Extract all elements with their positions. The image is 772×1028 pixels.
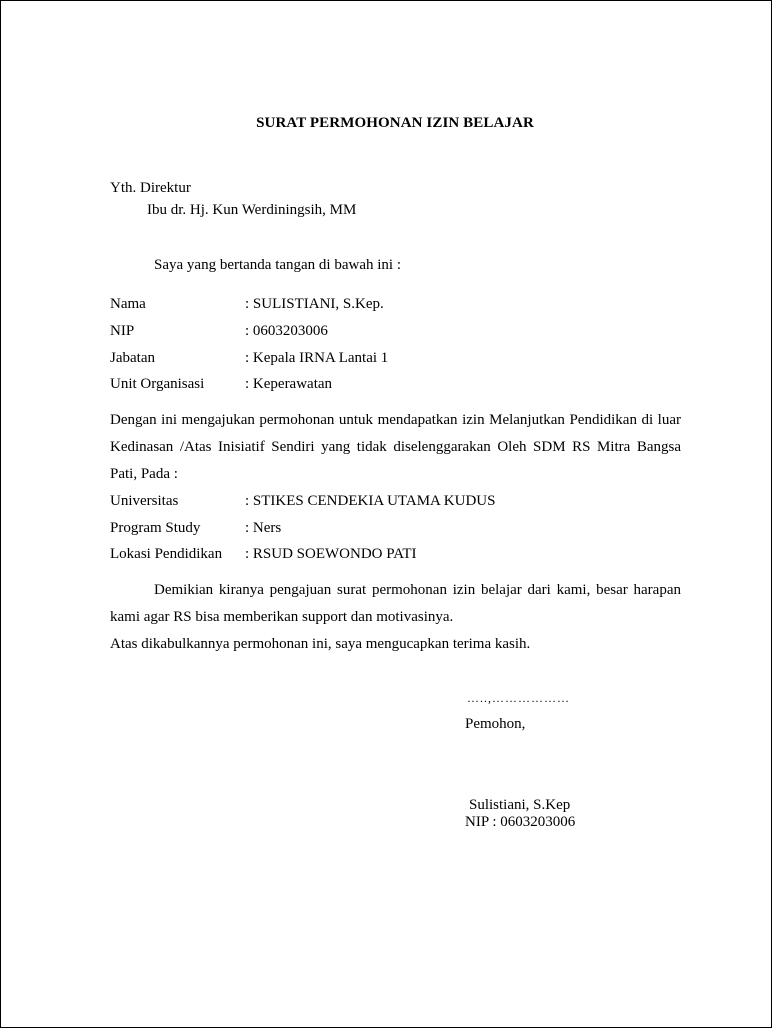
- program-label: Program Study: [110, 520, 201, 536]
- request-line-3: Pati, Pada :: [110, 466, 178, 482]
- letter-title: SURAT PERMOHONAN IZIN BELAJAR: [256, 115, 534, 131]
- unit-label: Unit Organisasi: [110, 376, 205, 392]
- position-value: : Kepala IRNA Lantai 1: [245, 350, 389, 366]
- recipient-line-1: Yth. Direktur: [110, 180, 191, 196]
- closing-line-1: Demikian kiranya pengajuan surat permohonan izin belajar dari kami, besar harapan: [154, 582, 681, 598]
- unit-value: : Keperawatan: [245, 376, 333, 392]
- university-value: : STIKES CENDEKIA UTAMA KUDUS: [245, 493, 496, 509]
- university-label: Universitas: [110, 493, 179, 509]
- signature-place-date: …..,………………: [467, 691, 570, 705]
- name-value: : SULISTIANI, S.Kep.: [245, 296, 384, 312]
- request-line-1: Dengan ini mengajukan permohonan untuk mendapatkan izin Melanjutkan Pendidikan di luar: [110, 412, 681, 428]
- signature-name: Sulistiani, S.Kep: [469, 797, 571, 813]
- nip-value: : 0603203006: [245, 323, 328, 339]
- intro-text: Saya yang bertanda tangan di bawah ini :: [154, 257, 402, 273]
- nip-label: NIP: [110, 323, 135, 339]
- signature-nip: NIP : 0603203006: [465, 814, 576, 830]
- closing-line-3: Atas dikabulkannya permohonan ini, saya mengucapkan terima kasih.: [110, 636, 531, 652]
- recipient-line-2: Ibu dr. Hj. Kun Werdiningsih, MM: [147, 202, 357, 218]
- request-line-2: Kedinasan /Atas Inisiatif Sendiri yang tidak diselenggarakan Oleh SDM RS Mitra Bangsa: [110, 439, 681, 455]
- location-label: Lokasi Pendidikan: [110, 546, 223, 562]
- position-label: Jabatan: [110, 350, 155, 366]
- closing-line-2: kami agar RS bisa memberikan support dan motivasinya.: [110, 609, 454, 625]
- location-value: : RSUD SOEWONDO PATI: [245, 546, 417, 562]
- program-value: : Ners: [245, 520, 282, 536]
- name-label: Nama: [110, 296, 146, 312]
- signature-role: Pemohon,: [465, 716, 526, 732]
